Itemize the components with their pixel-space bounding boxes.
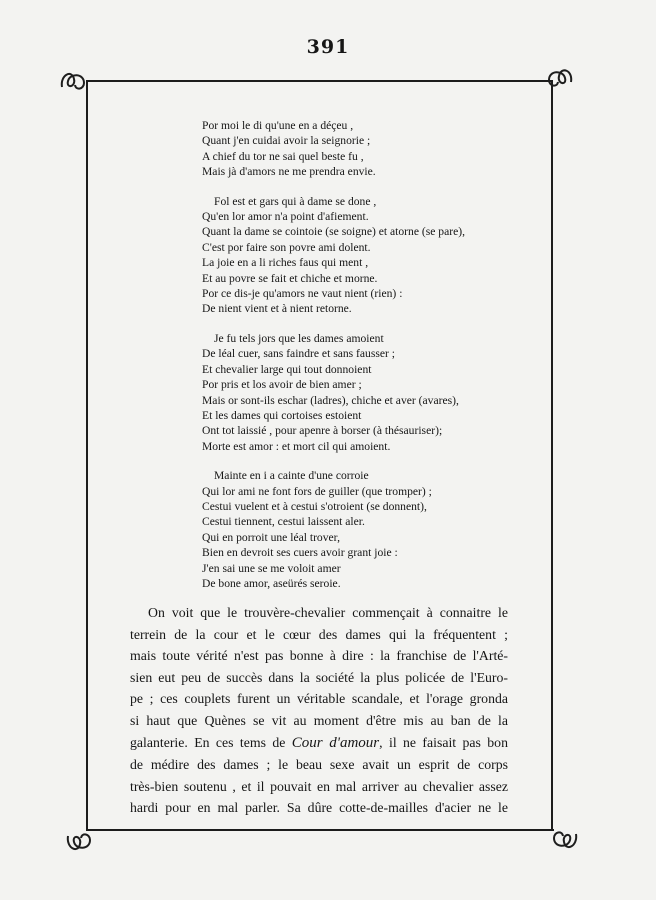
- verse-line: Je fu tels jors que les dames amoient: [214, 331, 384, 345]
- poem: [202, 118, 532, 605]
- corner-ornament-top-right-icon: [545, 62, 575, 92]
- page-number: 391: [306, 36, 350, 58]
- verse-line: A chief du tor ne sai quel beste fu ,: [202, 149, 364, 163]
- poem-stanza-1: [202, 118, 532, 180]
- prose-line: mais toute vérité n'est pas bonne à dire : la franchise de l'Arté-: [130, 648, 508, 664]
- prose-line: de médire des dames ; le beau sexe avait un esprit de corps: [130, 757, 508, 773]
- prose-line: sien eut peu de succès dans la société la plus policée de l'Euro-: [130, 669, 508, 685]
- verse-line: La joie en a li riches faus qui ment ,: [202, 256, 369, 270]
- verse-line: Mais jà d'amors ne me prendra envie.: [202, 165, 376, 179]
- prose-line: très-bien soutenu , et il pouvait en mal arriver au chevalier assez: [130, 778, 508, 794]
- frame-top-border: [86, 80, 551, 82]
- verse-line: Cestui vuelent et à cestui s'otroient (se donnent),: [202, 499, 427, 513]
- prose-text: galanterie. En ces tems de: [130, 734, 292, 750]
- verse-line: Bien en devroit ses cuers avoir grant joie :: [202, 546, 398, 560]
- verse-line: Por pris et los avoir de bien amer ;: [202, 378, 362, 392]
- verse-line: Mainte en i a cainte d'une corroie: [214, 469, 369, 483]
- frame-bottom-border: [86, 829, 554, 831]
- verse-line: Quant j'en cuidai avoir la seignorie ;: [202, 134, 371, 148]
- corner-ornament-bottom-left-icon: [64, 828, 94, 858]
- verse-line: Por moi le di qu'une en a déçeu ,: [202, 119, 354, 132]
- verse-line: De bone amor, aseürés seroie.: [202, 576, 341, 590]
- verse-line: Por ce dis-je qu'amors ne vaut nient (rien) :: [202, 287, 403, 301]
- verse-line: Qui en porroit une léal trover,: [202, 530, 340, 544]
- frame-right-border: [551, 80, 553, 831]
- prose-line: pe ; ces couplets furent un véritable scandale, et l'orage gronda: [130, 691, 508, 707]
- corner-ornament-bottom-right-icon: [550, 826, 580, 856]
- verse-line: Qu'en lor amor n'a point d'afiement.: [202, 210, 369, 224]
- prose-paragraph: [130, 602, 508, 819]
- prose-line: si haut que Quènes se vit au moment d'être mis au ban de la: [130, 712, 508, 728]
- verse-line: Quant la dame se cointoie (se soigne) et atorne (se pare),: [202, 225, 466, 239]
- verse-line: De nient vient et à nient retorne.: [202, 302, 352, 316]
- poem-stanza-4: [202, 468, 532, 591]
- poem-stanza-2: [202, 194, 532, 317]
- verse-line: De léal cuer, sans faindre et sans fausser ;: [202, 347, 396, 361]
- frame-left-border: [86, 80, 88, 831]
- verse-line: Morte est amor : et mort cil qui amoient.: [202, 439, 391, 453]
- verse-line: Ont tot laissié , pour apenre à borser (à thésauriser);: [202, 424, 443, 438]
- verse-line: Mais or sont-ils eschar (ladres), chiche et aver (avares),: [202, 393, 459, 407]
- verse-line: J'en sai une se me voloit amer: [202, 561, 341, 575]
- prose-line: On voit que le trouvère-chevalier commençait à connaitre le: [148, 605, 508, 620]
- verse-line: Et au povre se fait et chiche et morne.: [202, 271, 378, 285]
- prose-line: hardi pour en mal parler. Sa dûre cotte-de-mailles d'acier ne le: [130, 800, 508, 816]
- prose-text: , il ne faisait pas bon: [379, 734, 508, 750]
- poem-stanza-3: [202, 331, 532, 454]
- prose-line-with-italic: [130, 732, 508, 755]
- verse-line: Et chevalier large qui tout donnoient: [202, 362, 372, 376]
- verse-line: Et les dames qui cortoises estoient: [202, 408, 362, 422]
- italic-term-cour-d-amour: Cour d'amour: [291, 734, 380, 751]
- verse-line: Qui lor ami ne font fors de guiller (que tromper) ;: [202, 484, 432, 498]
- prose-line: terrein de la cour et le cœur des dames qui la fréquentent ;: [130, 626, 508, 642]
- verse-line: C'est por faire son povre ami dolent.: [202, 240, 371, 254]
- corner-ornament-top-left-icon: [58, 65, 88, 95]
- verse-line: Fol est et gars qui à dame se done ,: [214, 194, 377, 208]
- verse-line: Cestui tiennent, cestui laissent aler.: [202, 515, 365, 529]
